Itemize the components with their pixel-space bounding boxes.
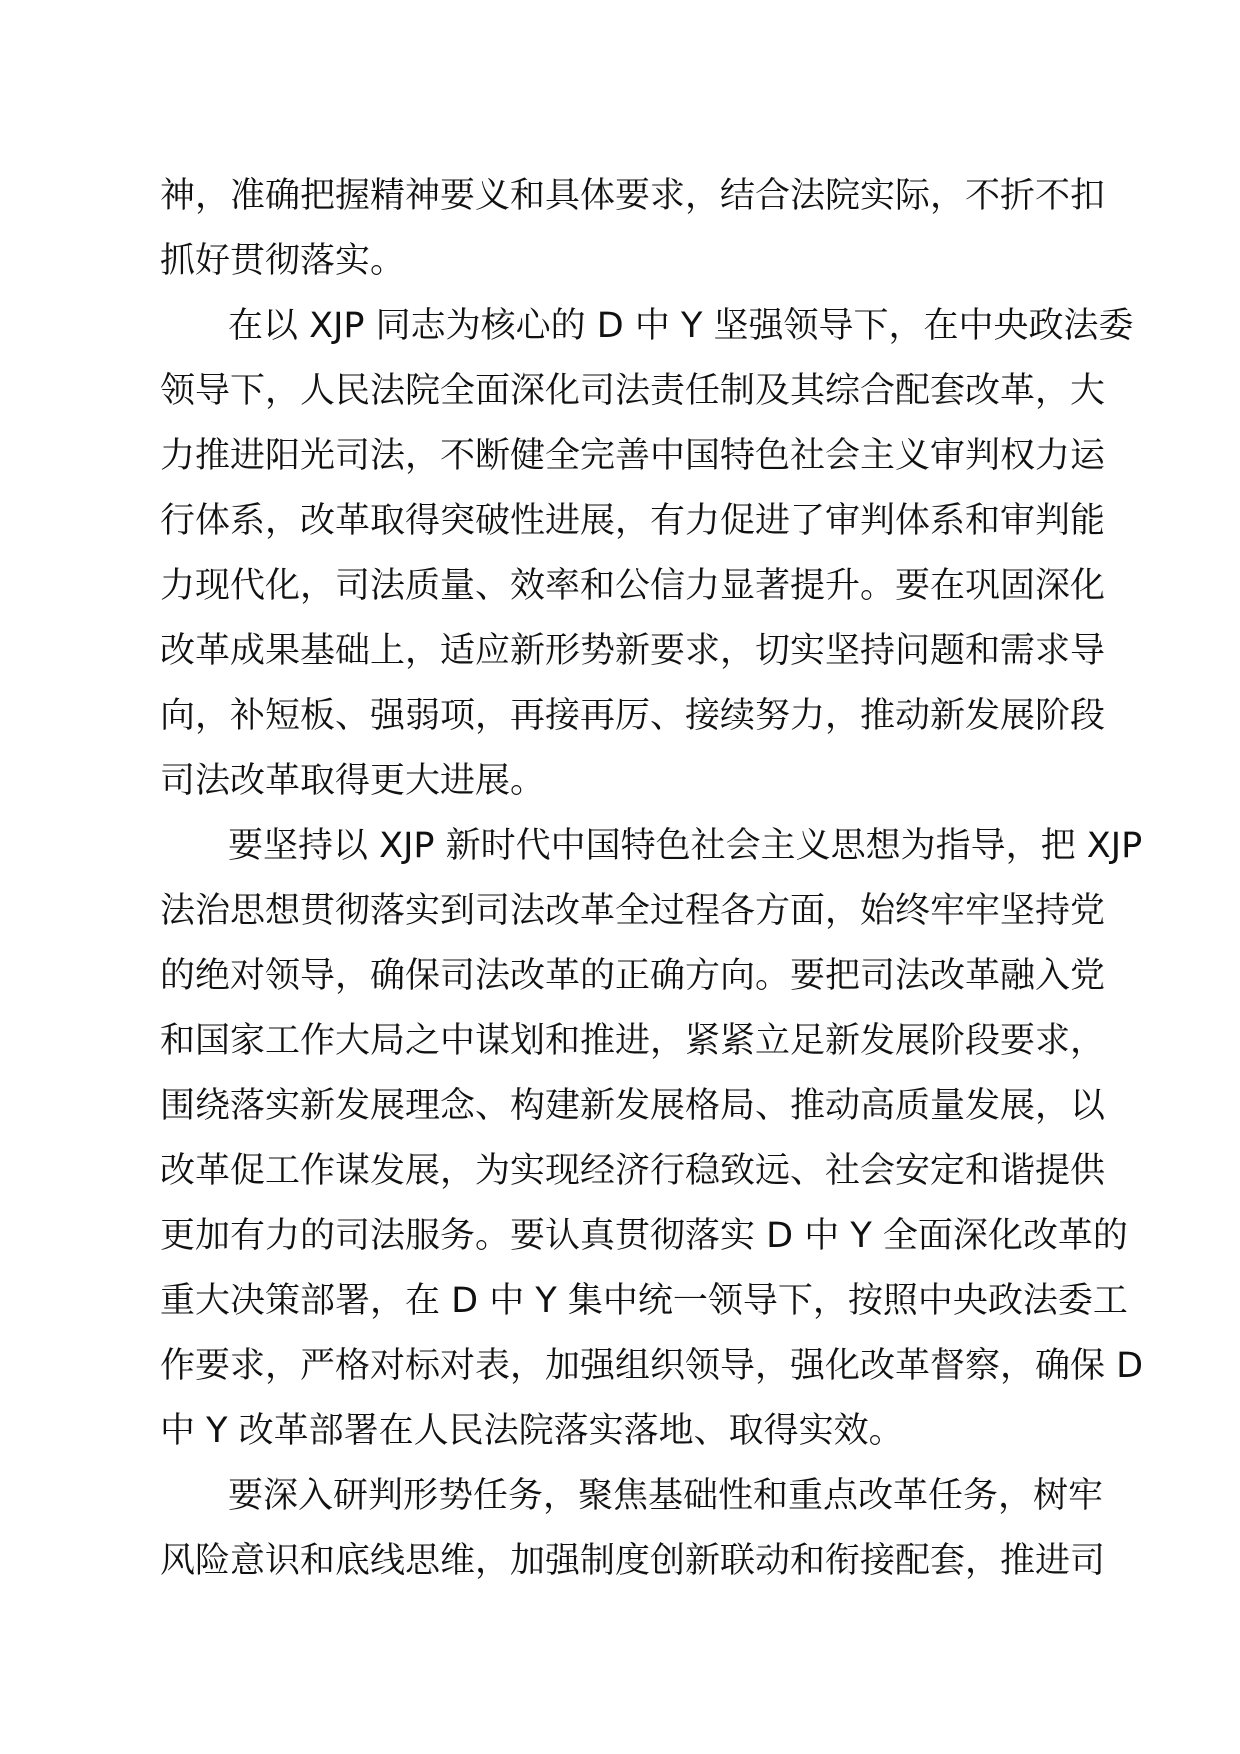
text-line: 和国家工作大局之中谋划和推进，紧紧立足新发展阶段要求， [160, 1021, 1106, 1061]
text-line: 的绝对领导，确保司法改革的正确方向。要把司法改革融入党 [160, 956, 1106, 996]
text-line: 更加有力的司法服务。要认真贯彻落实 D 中 Y 全面深化改革的 [160, 1216, 1128, 1256]
text-line: 重大决策部署，在 D 中 Y 集中统一领导下，按照中央政法委工 [160, 1281, 1128, 1321]
text-line: 力推进阳光司法，不断健全完善中国特色社会主义审判权力运 [160, 436, 1106, 476]
text-line: 向，补短板、强弱项，再接再厉、接续努力，推动新发展阶段 [160, 696, 1106, 736]
text-line: 在以 XJP 同志为核心的 D 中 Y 坚强领导下，在中央政法委 [228, 306, 1134, 346]
text-line: 围绕落实新发展理念、构建新发展格局、推动高质量发展，以 [160, 1086, 1106, 1126]
text-line: 作要求，严格对标对表，加强组织领导，强化改革督察，确保 D [160, 1346, 1144, 1386]
text-line: 司法改革取得更大进展。 [160, 761, 546, 801]
text-line: 领导下，人民法院全面深化司法责任制及其综合配套改革，大 [160, 371, 1106, 411]
text-line: 要坚持以 XJP 新时代中国特色社会主义思想为指导，把 XJP [228, 826, 1143, 866]
text-line: 神，准确把握精神要义和具体要求，结合法院实际，不折不扣 [160, 176, 1106, 216]
paragraph-2 [160, 294, 1134, 814]
text-line: 改革促工作谋发展，为实现经济行稳致远、社会安定和谐提供 [160, 1151, 1106, 1191]
text-line: 抓好贯彻落实。 [160, 241, 406, 281]
text-line: 要深入研判形势任务，聚焦基础性和重点改革任务，树牢 [228, 1476, 1104, 1516]
paragraph-3 [160, 814, 1144, 1464]
text-line: 法治思想贯彻落实到司法改革全过程各方面，始终牢牢坚持党 [160, 891, 1106, 931]
text-line: 改革成果基础上，适应新形势新要求，切实坚持问题和需求导 [160, 631, 1106, 671]
document-body [160, 164, 1144, 1594]
text-line: 中 Y 改革部署在人民法院落实落地、取得实效。 [160, 1411, 904, 1451]
paragraph-4 [160, 1464, 1106, 1594]
text-line: 行体系，改革取得突破性进展，有力促进了审判体系和审判能 [160, 501, 1106, 541]
text-line: 力现代化，司法质量、效率和公信力显著提升。要在巩固深化 [160, 566, 1106, 606]
paragraph-1 [160, 164, 1106, 294]
text-line: 风险意识和底线思维，加强制度创新联动和衔接配套，推进司 [160, 1541, 1106, 1581]
